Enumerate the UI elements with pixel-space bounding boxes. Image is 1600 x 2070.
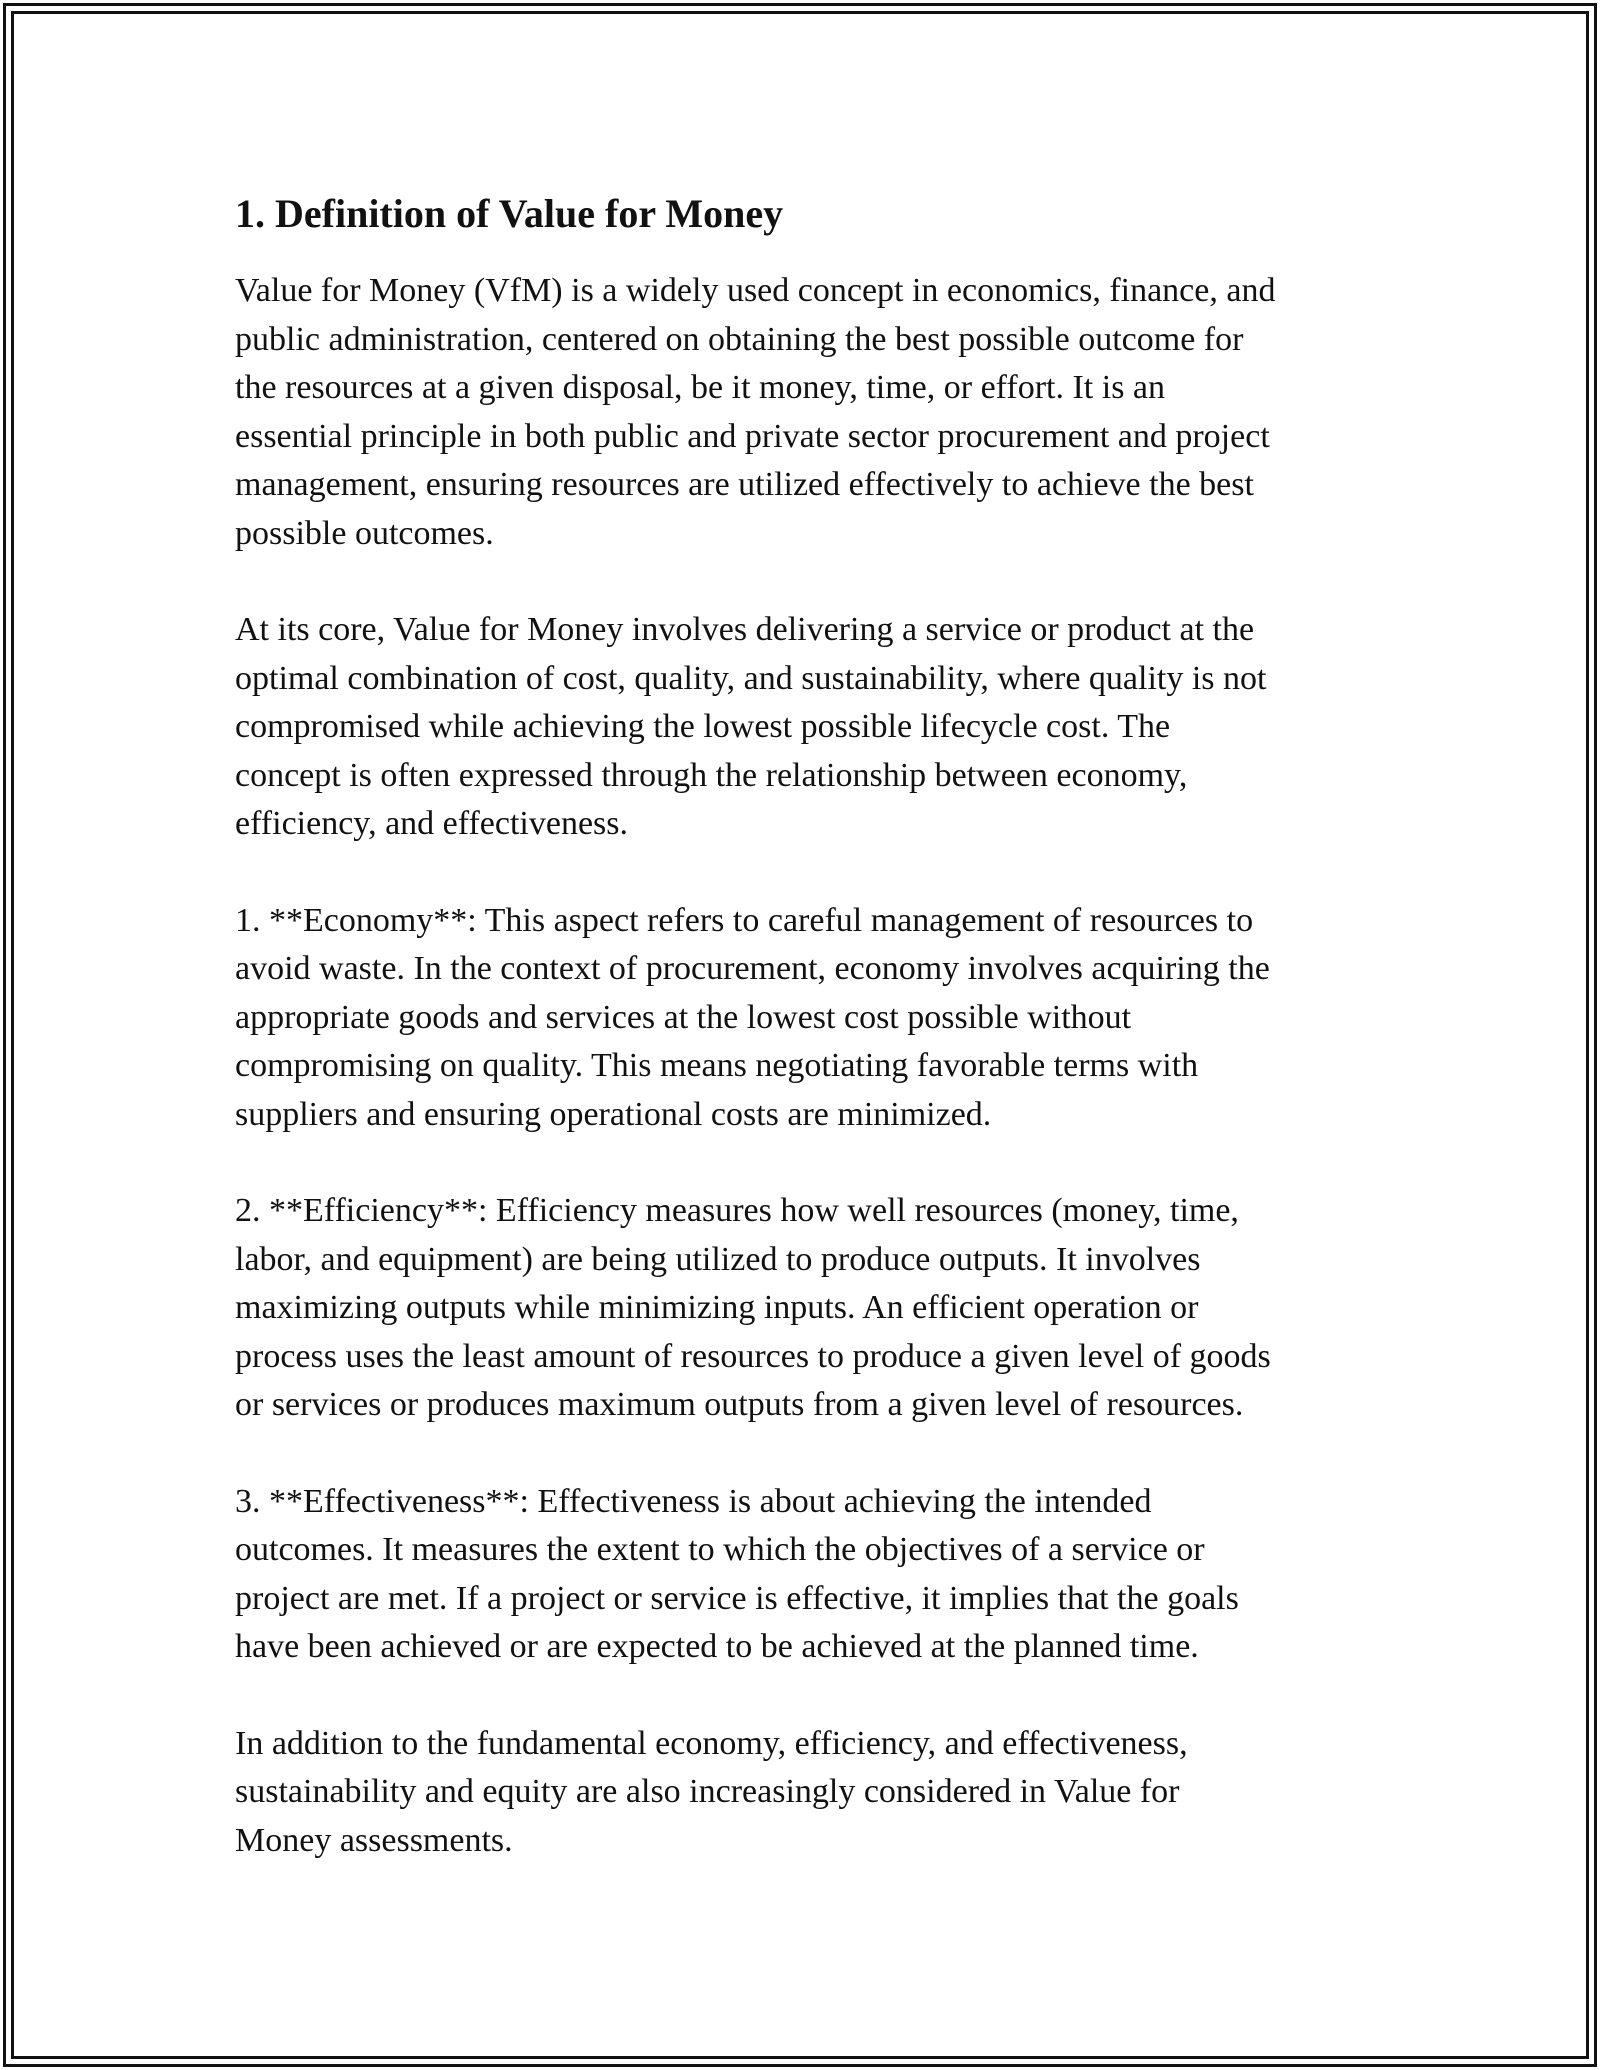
- text-line: or services or produces maximum outputs from a given level of resources.: [235, 1386, 1244, 1423]
- text-line: process uses the least amount of resources to produce a given level of goods: [235, 1337, 1271, 1375]
- paragraph-effectiveness: [235, 1478, 1375, 1672]
- text-line: Value for Money (VfM) is a widely used concept in economics, finance, and: [235, 272, 1276, 309]
- paragraph-economy: [235, 897, 1375, 1140]
- paragraph-additional: [235, 1720, 1375, 1866]
- text-line: optimal combination of cost, quality, and sustainability, where quality is not: [235, 659, 1267, 697]
- text-line: efficiency, and effectiveness.: [235, 805, 629, 842]
- text-line: In addition to the fundamental economy, efficiency, and effectiveness,: [235, 1724, 1188, 1762]
- text-line: project are met. If a project or service is effective, it implies that the goals: [235, 1579, 1239, 1617]
- text-line: suppliers and ensuring operational costs are minimized.: [235, 1095, 992, 1133]
- text-line: have been achieved or are expected to be achieved at the planned time.: [235, 1628, 1199, 1665]
- paragraph-efficiency: [235, 1187, 1375, 1430]
- text-line: 1. **Economy**: This aspect refers to careful management of resources to: [235, 901, 1254, 939]
- text-line: concept is often expressed through the relationship between economy,: [235, 756, 1188, 794]
- text-line: public administration, centered on obtaining the best possible outcome for: [235, 320, 1244, 358]
- text-line: compromising on quality. This means negotiating favorable terms with: [235, 1047, 1199, 1084]
- paragraph-core-concept: [235, 606, 1375, 849]
- text-line: Money assessments.: [235, 1821, 513, 1859]
- text-line: outcomes. It measures the extent to which the objectives of a service or: [235, 1531, 1205, 1568]
- text-line: labor, and equipment) are being utilized to produce outputs. It involves: [235, 1240, 1201, 1278]
- text-line: compromised while achieving the lowest possible lifecycle cost. The: [235, 708, 1171, 745]
- text-line: At its core, Value for Money involves delivering a service or product at the: [235, 611, 1255, 648]
- text-line: essential principle in both public and private sector procurement and project: [235, 417, 1270, 455]
- text-line: the resources at a given disposal, be it money, time, or effort. It is an: [235, 369, 1166, 406]
- text-line: 3. **Effectiveness**: Effectiveness is about achieving the intended: [235, 1482, 1152, 1520]
- paragraph-definition: [235, 267, 1375, 558]
- document-body: [235, 186, 1375, 1913]
- text-line: management, ensuring resources are utilized effectively to achieve the best: [235, 466, 1254, 503]
- text-line: possible outcomes.: [235, 514, 494, 552]
- text-line: maximizing outputs while minimizing inputs. An efficient operation or: [235, 1289, 1199, 1326]
- text-line: appropriate goods and services at the lowest cost possible without: [235, 998, 1132, 1036]
- text-line: 2. **Efficiency**: Efficiency measures how well resources (money, time,: [235, 1192, 1239, 1229]
- section-heading: 1. Definition of Value for Money: [235, 191, 784, 236]
- text-line: sustainability and equity are also increasingly considered in Value for: [235, 1773, 1180, 1810]
- text-line: avoid waste. In the context of procurement, economy involves acquiring the: [235, 950, 1270, 987]
